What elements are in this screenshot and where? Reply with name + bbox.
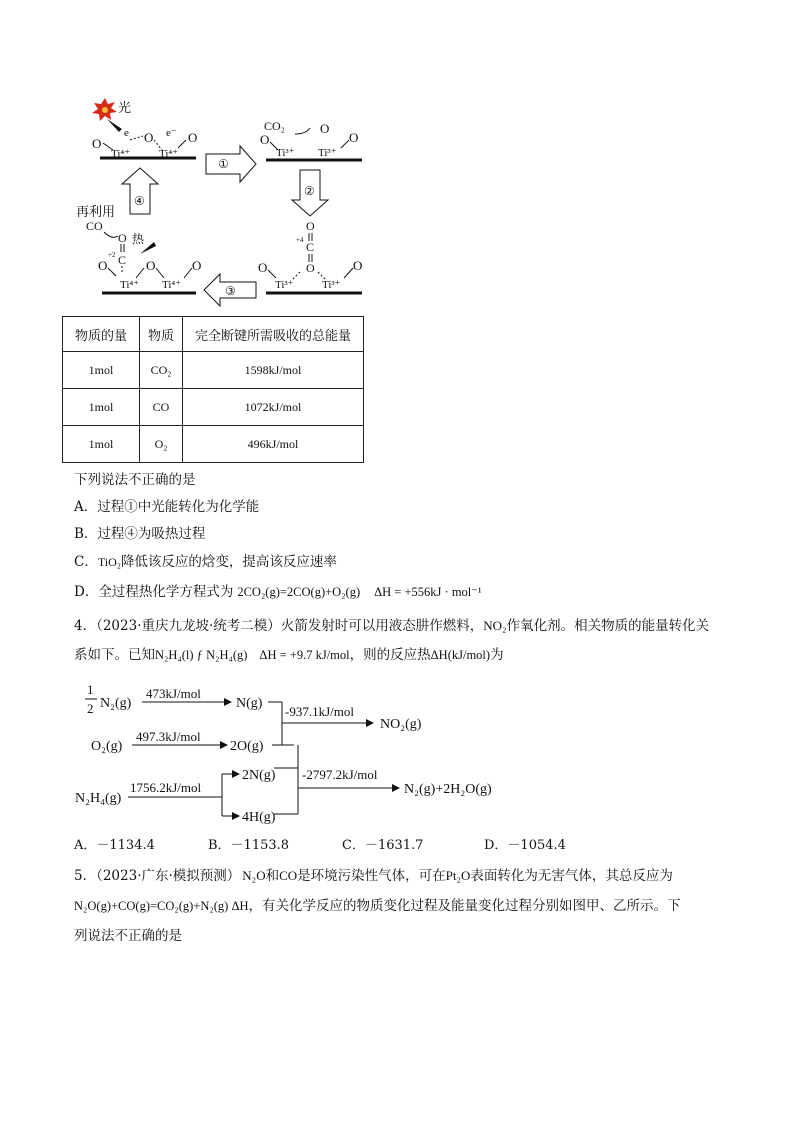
svg-text:-937.1kJ/mol: -937.1kJ/mol	[285, 704, 354, 719]
electron-label-2: e⁻	[166, 127, 177, 139]
svg-text:2N(g): 2N(g)	[242, 768, 276, 783]
table-row: 1mol CO₂ 1598kJ/mol	[63, 352, 364, 389]
co2-label: CO₂	[264, 119, 285, 133]
svg-text:Ti⁴⁺: Ti⁴⁺	[120, 279, 140, 291]
table-header-cell: 完全断键所需吸收的总能量	[183, 317, 364, 352]
svg-text:4H(g): 4H(g)	[242, 810, 276, 825]
svg-text:O: O	[258, 260, 268, 275]
q4-option-a: A．－1134.4	[74, 838, 155, 853]
step2-arrow	[292, 170, 328, 216]
q5-stem-line2: N₂O(g)+CO(g)=CO₂(g)+N₂(g) ΔH，有关化学反应的物质变化过程及能量变化过程分别如图甲、乙所示。下	[74, 898, 681, 914]
svg-text:O: O	[306, 219, 315, 233]
svg-text:Ti⁴⁺: Ti⁴⁺	[159, 148, 179, 160]
svg-text:473kJ/mol: 473kJ/mol	[146, 686, 201, 701]
svg-text:O: O	[306, 261, 315, 275]
q4-option-b: B．－1153.8	[208, 838, 290, 853]
svg-text:+2: +2	[108, 251, 116, 259]
q5-stem-line3: 列说法不正确的是	[74, 928, 182, 944]
svg-text:O: O	[98, 258, 108, 273]
svg-text:O: O	[320, 121, 330, 136]
svg-text:+4: +4	[296, 236, 304, 244]
q4-option-c: C．－1631.7	[342, 838, 424, 853]
svg-text:1756.2kJ/mol: 1756.2kJ/mol	[130, 780, 202, 795]
q4-stem-line2: 系如下。已知N₂H₄(l) ƒ N₂H₄(g) ΔH = +9.7 kJ/mol，则的反应热ΔH(kJ/mol)为	[74, 647, 504, 663]
q3-option-b: B．过程④为吸热过程	[74, 526, 206, 542]
table-header-cell: 物质的量	[63, 317, 140, 352]
svg-text:Ti³⁺: Ti³⁺	[318, 147, 337, 159]
svg-text:O: O	[144, 130, 154, 145]
q4-stem-line1: 4．（2023·重庆九龙坡·统考二模）火箭发射时可以用液态肼作燃料，NO₂作氧化剂。相关物质的能量转化关	[74, 618, 710, 634]
heat-label: 热	[132, 232, 145, 246]
svg-text:497.3kJ/mol: 497.3kJ/mol	[136, 729, 201, 744]
svg-text:2: 2	[87, 701, 94, 716]
svg-text:Ti³⁺: Ti³⁺	[322, 279, 341, 291]
step1-arrow	[206, 146, 256, 182]
svg-text:O: O	[349, 130, 359, 145]
svg-text:N₂(g): N₂(g)	[100, 696, 132, 711]
svg-text:2O(g): 2O(g)	[230, 739, 264, 754]
q3-option-d: D．全过程热化学方程式为 2CO₂(g)=2CO(g)+O₂(g) ΔH = +556kJ · mol⁻¹	[74, 584, 482, 600]
svg-text:④: ④	[134, 194, 145, 208]
reuse-label: 再利用	[76, 204, 116, 219]
svg-text:N(g): N(g)	[236, 696, 263, 711]
q4-option-d: D．－1054.4	[484, 838, 566, 853]
svg-text:O: O	[92, 136, 102, 151]
table-header-cell: 物质	[140, 317, 183, 352]
svg-text:②: ②	[304, 184, 315, 198]
energy-conversion-diagram	[70, 678, 530, 838]
table-row: 1mol O₂ 496kJ/mol	[63, 426, 364, 463]
svg-text:O₂(g): O₂(g)	[91, 739, 123, 754]
svg-text:Ti⁴⁺: Ti⁴⁺	[162, 279, 182, 291]
electron-label-1: e	[124, 127, 129, 139]
step3-arrow	[204, 274, 256, 306]
q5-stem-line1: 5．（2023·广东·模拟预测） N₂O和CO是环境污染性气体，可在Pt₂O表面转化为无害气体，其总反应为	[74, 868, 673, 884]
svg-text:O: O	[353, 258, 363, 273]
table-header-row	[63, 317, 364, 352]
svg-text:C: C	[306, 240, 315, 254]
svg-text:O: O	[118, 231, 127, 245]
svg-text:N₂H₄(g): N₂H₄(g)	[75, 791, 122, 806]
q3-stem: 下列说法不正确的是	[74, 472, 196, 488]
svg-text:Ti³⁺: Ti³⁺	[276, 147, 295, 159]
q3-option-c: C．TiO₂降低该反应的焓变，提高该反应速率	[74, 554, 337, 570]
svg-text:N₂(g)+2H₂O(g): N₂(g)+2H₂O(g)	[404, 782, 492, 797]
q3-option-a: A．过程①中光能转化为化学能	[74, 499, 260, 515]
svg-text:Ti⁴⁺: Ti⁴⁺	[111, 148, 131, 160]
svg-text:O: O	[260, 132, 270, 147]
table-row: 1mol CO 1072kJ/mol	[63, 389, 364, 426]
step4-arrow	[122, 168, 158, 214]
svg-text:O: O	[192, 258, 202, 273]
svg-text:1: 1	[87, 682, 94, 697]
svg-text:Ti³⁺: Ti³⁺	[275, 279, 294, 291]
bond-energy-table	[62, 316, 364, 463]
light-label: 光	[118, 100, 132, 115]
svg-text:-2797.2kJ/mol: -2797.2kJ/mol	[302, 767, 378, 782]
svg-text:C: C	[118, 253, 127, 267]
svg-text:O: O	[146, 258, 156, 273]
svg-text:NO₂(g): NO₂(g)	[380, 717, 422, 732]
svg-text:①: ①	[218, 157, 229, 171]
catalytic-cycle-diagram	[70, 92, 380, 307]
svg-text:CO: CO	[86, 219, 103, 233]
svg-text:③: ③	[225, 284, 236, 298]
svg-text:O: O	[188, 130, 198, 145]
